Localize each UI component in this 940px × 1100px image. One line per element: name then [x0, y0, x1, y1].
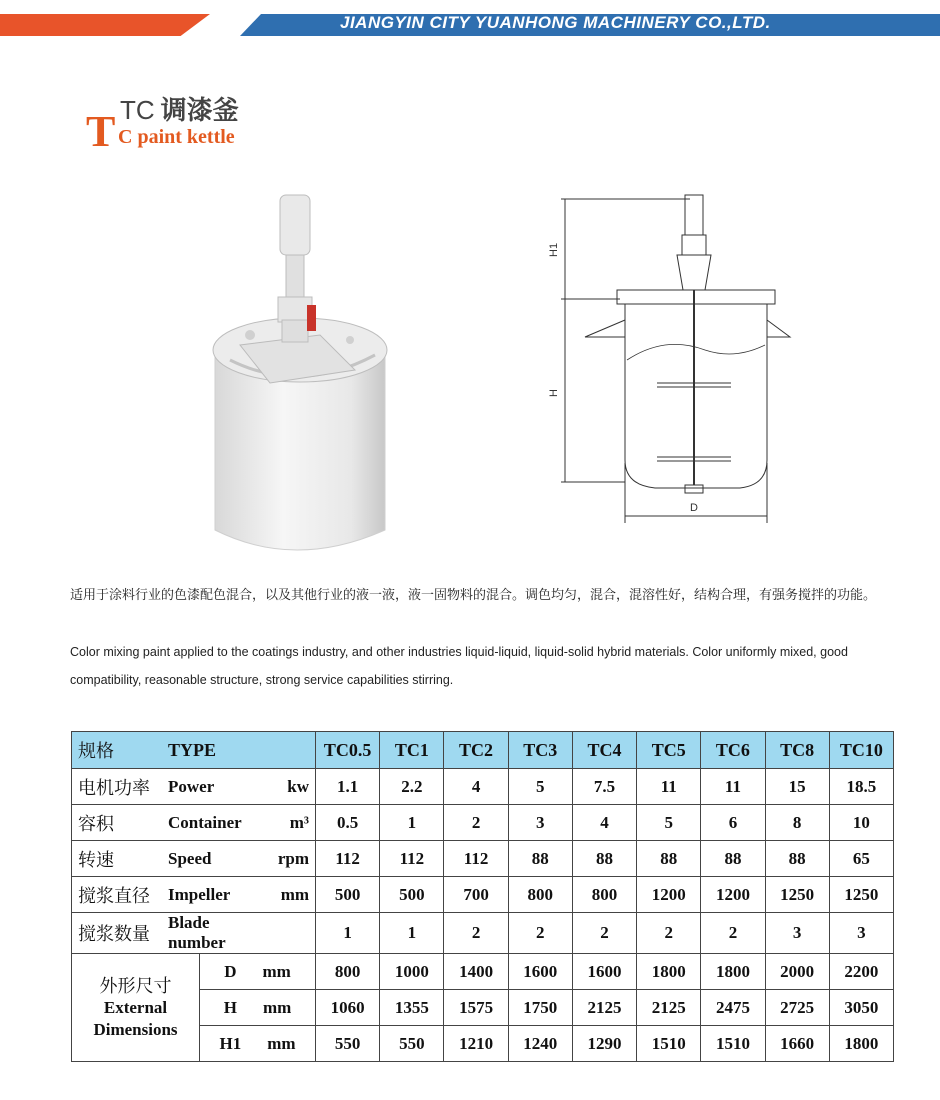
value-cell: 1510	[637, 1026, 701, 1062]
value-cell: 1.1	[316, 769, 380, 805]
value-cell: 88	[572, 841, 636, 877]
title-prefix: TC	[120, 95, 155, 125]
row-label-en: Container	[168, 812, 242, 832]
value-cell: 1800	[637, 954, 701, 990]
model-cell: TC6	[701, 732, 765, 769]
external-dimensions-label	[72, 954, 200, 1062]
value-cell: 1210	[444, 1026, 508, 1062]
dimension-unit: mm	[262, 997, 292, 1017]
dim-label-h1: H1	[548, 242, 560, 257]
value-cell: 2	[637, 913, 701, 954]
product-title-cn	[120, 90, 239, 127]
value-cell: 1510	[701, 1026, 765, 1062]
dimension-name-cell	[200, 1026, 316, 1062]
spec-table	[71, 731, 894, 1062]
row-label-en: Blade number	[168, 913, 226, 952]
row-label-cell	[72, 841, 316, 877]
value-cell: 2475	[701, 990, 765, 1026]
row-label-cn: 电机功率	[78, 777, 150, 798]
value-cell: 2.2	[380, 769, 444, 805]
value-cell: 10	[829, 805, 893, 841]
dimension-name-cell	[200, 954, 316, 990]
value-cell: 88	[765, 841, 829, 877]
value-cell: 8	[765, 805, 829, 841]
row-label-cell	[72, 769, 316, 805]
value-cell: 1	[316, 913, 380, 954]
type-label-en: TYPE	[168, 739, 217, 760]
spec-row	[72, 805, 894, 841]
value-cell: 2	[444, 913, 508, 954]
dimension-name: H	[223, 997, 237, 1017]
row-label-cn: 容积	[78, 813, 114, 834]
value-cell: 88	[508, 841, 572, 877]
value-cell: 1240	[508, 1026, 572, 1062]
value-cell: 1	[380, 913, 444, 954]
type-row	[72, 732, 894, 769]
row-label-en: Power	[168, 776, 215, 796]
type-label-cell	[72, 732, 316, 769]
value-cell: 1000	[380, 954, 444, 990]
value-cell: 800	[316, 954, 380, 990]
value-cell: 3050	[829, 990, 893, 1026]
model-cell: TC1	[380, 732, 444, 769]
row-label-en: Speed	[168, 848, 212, 868]
value-cell: 65	[829, 841, 893, 877]
model-cell: TC4	[572, 732, 636, 769]
value-cell: 1600	[508, 954, 572, 990]
value-cell: 112	[316, 841, 380, 877]
model-cell: TC10	[829, 732, 893, 769]
external-label-en1: External	[103, 997, 168, 1017]
value-cell: 500	[316, 877, 380, 913]
value-cell: 6	[701, 805, 765, 841]
title-big-letter: T	[86, 107, 116, 156]
value-cell: 1290	[572, 1026, 636, 1062]
value-cell: 500	[380, 877, 444, 913]
spec-row	[72, 769, 894, 805]
row-label-cn: 搅浆直径	[78, 885, 150, 906]
value-cell: 1200	[637, 877, 701, 913]
model-cell: TC0.5	[316, 732, 380, 769]
dimension-row	[72, 954, 894, 990]
value-cell: 18.5	[829, 769, 893, 805]
value-cell: 1355	[380, 990, 444, 1026]
row-label-cn: 搅浆数量	[78, 924, 150, 944]
row-label-unit: kw	[287, 776, 310, 796]
value-cell: 11	[701, 769, 765, 805]
row-label-unit: rpm	[277, 848, 310, 868]
dim-label-h: H	[548, 389, 560, 397]
value-cell: 2	[572, 913, 636, 954]
product-photo	[200, 185, 400, 560]
dim-label-d: D	[690, 502, 698, 514]
title-cn-text: 调漆釜	[160, 95, 239, 125]
value-cell: 3	[829, 913, 893, 954]
row-label-cell	[72, 877, 316, 913]
row-label-cn: 转速	[78, 849, 114, 870]
value-cell: 5	[508, 769, 572, 805]
dimension-name-cell	[200, 990, 316, 1026]
value-cell: 1800	[701, 954, 765, 990]
value-cell: 1	[380, 805, 444, 841]
value-cell: 1750	[508, 990, 572, 1026]
value-cell: 7.5	[572, 769, 636, 805]
value-cell: 15	[765, 769, 829, 805]
spec-row	[72, 913, 894, 954]
value-cell: 4	[444, 769, 508, 805]
product-title-en: C paint kettle	[118, 126, 235, 148]
value-cell: 2125	[572, 990, 636, 1026]
value-cell: 88	[701, 841, 765, 877]
value-cell: 2200	[829, 954, 893, 990]
value-cell: 2	[701, 913, 765, 954]
dimension-unit: mm	[267, 1033, 296, 1053]
technical-drawing	[545, 185, 795, 525]
value-cell: 4	[572, 805, 636, 841]
value-cell: 2	[444, 805, 508, 841]
value-cell: 2	[508, 913, 572, 954]
value-cell: 1200	[701, 877, 765, 913]
value-cell: 550	[380, 1026, 444, 1062]
row-label-cell	[72, 913, 316, 954]
spec-row	[72, 877, 894, 913]
row-label-cell	[72, 805, 316, 841]
value-cell: 2125	[637, 990, 701, 1026]
value-cell: 112	[380, 841, 444, 877]
value-cell: 11	[637, 769, 701, 805]
value-cell: 1400	[444, 954, 508, 990]
row-label-unit: mm	[280, 884, 310, 904]
value-cell: 1060	[316, 990, 380, 1026]
description-cn: 适用于涂料行业的色漆配色混合，以及其他行业的液一液，液一固物料的混合。调色均匀，混合，混溶性好，结构合理，有强务搅拌的功能。	[70, 587, 877, 602]
value-cell: 800	[572, 877, 636, 913]
dimension-name: D	[224, 961, 237, 981]
model-cell: TC8	[765, 732, 829, 769]
company-name: JIANGYIN CITY YUANHONG MACHINERY CO.,LTD.	[340, 13, 771, 32]
value-cell: 3	[508, 805, 572, 841]
external-label-cn: 外形尺寸	[99, 975, 172, 996]
value-cell: 88	[637, 841, 701, 877]
external-label-en2: Dimensions	[93, 1019, 178, 1039]
value-cell: 1250	[765, 877, 829, 913]
dimension-name: H1	[219, 1033, 242, 1053]
model-cell: TC3	[508, 732, 572, 769]
model-cell: TC2	[444, 732, 508, 769]
type-label-cn: 规格	[78, 741, 114, 761]
value-cell: 550	[316, 1026, 380, 1062]
value-cell: 0.5	[316, 805, 380, 841]
value-cell: 1600	[572, 954, 636, 990]
value-cell: 3	[765, 913, 829, 954]
row-label-en: Impeller	[168, 884, 231, 904]
model-cell: TC5	[637, 732, 701, 769]
header-orange-bar	[0, 14, 210, 36]
value-cell: 700	[444, 877, 508, 913]
dimension-unit: mm	[262, 961, 291, 981]
value-cell: 800	[508, 877, 572, 913]
value-cell: 2000	[765, 954, 829, 990]
description-en: Color mixing paint applied to the coatings industry, and other industries liquid-liquid, liquid-solid hybrid materials. Color uniformly mixed, good compatibility, reasonable structure, strong service capabilities stirring.	[70, 645, 848, 687]
value-cell: 1660	[765, 1026, 829, 1062]
value-cell: 5	[637, 805, 701, 841]
spec-row	[72, 841, 894, 877]
value-cell: 2725	[765, 990, 829, 1026]
row-label-unit: m³	[289, 812, 310, 832]
value-cell: 1800	[829, 1026, 893, 1062]
value-cell: 1575	[444, 990, 508, 1026]
value-cell: 112	[444, 841, 508, 877]
value-cell: 1250	[829, 877, 893, 913]
